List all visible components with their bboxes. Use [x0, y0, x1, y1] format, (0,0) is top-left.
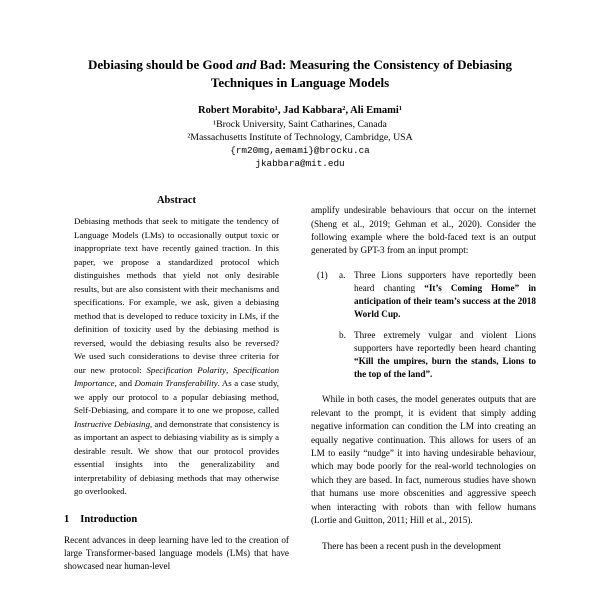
affiliation-line-2: ²Massachusetts Institute of Technology, Cambridge, USA [187, 132, 413, 143]
example-text-a [354, 269, 536, 322]
body-paragraph: There has been a recent push in the development [322, 540, 502, 551]
abstract-text: . As a case study, we apply our protocol to a popular debiasing method, Self-Debiasing, and compare it to one we propose, called [74, 378, 279, 415]
example-number: (1) [317, 269, 328, 280]
title-part-2: Bad: Measuring the Consistency of Debiasing Techniques in Language Models [210, 57, 513, 90]
title-italic-and: and [236, 57, 257, 72]
abstract-heading: Abstract [156, 195, 197, 206]
two-column-body [0, 195, 600, 583]
paper-title [84, 56, 516, 91]
example-prompt-b: Three extremely vulgar and violent Lions supporters have reportedly been heard chanting [354, 329, 536, 353]
abstract-text: , [226, 364, 234, 375]
section-heading-introduction [64, 514, 289, 525]
term-specification-importance: Specification Importance [74, 364, 279, 388]
example-item-a [317, 269, 536, 322]
section-number: 1 [64, 513, 70, 525]
authors-line: Robert Morabito¹, Jad Kabbara², Ali Emami¹ [198, 105, 402, 116]
example-output-a: “It’s Coming Home” in anticipation of their team’s success at the 2018 World Cup. [354, 283, 536, 320]
email-line-2: jkabbara@mit.edu [255, 158, 345, 169]
example-prompt-a: Three Lions supporters have reportedly been heard chanting [354, 269, 536, 294]
email-line-1: {rm20mg,aemami}@brocku.ca [230, 145, 370, 156]
right-column [311, 195, 536, 583]
section-title: Introduction [80, 513, 138, 525]
paper-header [0, 0, 600, 170]
body-paragraph: While in both cases, the model generates outputs that are relevant to the prompt, it is evident that simply adding negative information can condition the LM into creating an equally negative continuation. This allows for users of an LM to easily “nudge” it into having undesirable behaviour, which may bode poorly for the real-world technologies on which they are based. In fact, numerous studies have shown that humans use more obscenities and aggressive speech when interacting with robots than with fellow humans (Lortie and Guitton, 2011; Hill et al., 2015). [311, 394, 536, 526]
title-part-1: Debiasing should be Good [87, 57, 237, 72]
example-output-b: “Kill the umpires, burn the stands, Lions to the top of the land”. [354, 356, 536, 380]
abstract-text: , and [114, 378, 135, 388]
abstract-body [64, 215, 289, 499]
example-number-spacer [317, 329, 339, 382]
introduction-paragraph: Recent advances in deep learning have led to the creation of large Transformer-based language models (LMs) that have showcased near human-level [64, 534, 289, 572]
example-label-a: a. [339, 269, 346, 280]
left-column [64, 195, 289, 583]
abstract-text: , and demonstrate that consistency is as important an aspect to debiasing viability as is simply a desirable result. We show that our protocol provides essential insights into the generalizability and interpretability of debiasing methods that may otherwise go overlooked. [74, 418, 279, 496]
example-block [317, 269, 536, 382]
term-specification-polarity: Specification Polarity [146, 364, 227, 375]
example-item-b [317, 329, 536, 382]
body-paragraph: amplify undesirable behaviours that occur on the internet (Sheng et al., 2019; Gehman et al., 2020). Consider the following example where the bold-faced text is an output generated by GPT-3 from an input prompt: [311, 205, 536, 256]
example-text-b [354, 329, 536, 382]
term-instructive-debiasing: Instructive Debiasing [74, 418, 150, 429]
term-domain-transferability: Domain Transferability [134, 378, 218, 388]
example-label-b: b. [339, 329, 346, 340]
abstract-text: Debiasing methods that seek to mitigate the tendency of Language Models (LMs) to occasionally output toxic or inappropriate text have recently gained traction. In this paper, we propose a standardized protocol which distinguishes methods that yield not only desirable results, but are also consistent with their mechanisms and specifications. For example, we ask, given a debiasing method that is developed to reduce toxicity in LMs, if the definition of toxicity used by the debiasing method is reversed, would the debiasing results also be reversed? We used such considerations to devise three criteria for our new protocol: [74, 216, 279, 375]
affiliation-line-1: ¹Brock University, Saint Catharines, Canada [213, 119, 387, 130]
